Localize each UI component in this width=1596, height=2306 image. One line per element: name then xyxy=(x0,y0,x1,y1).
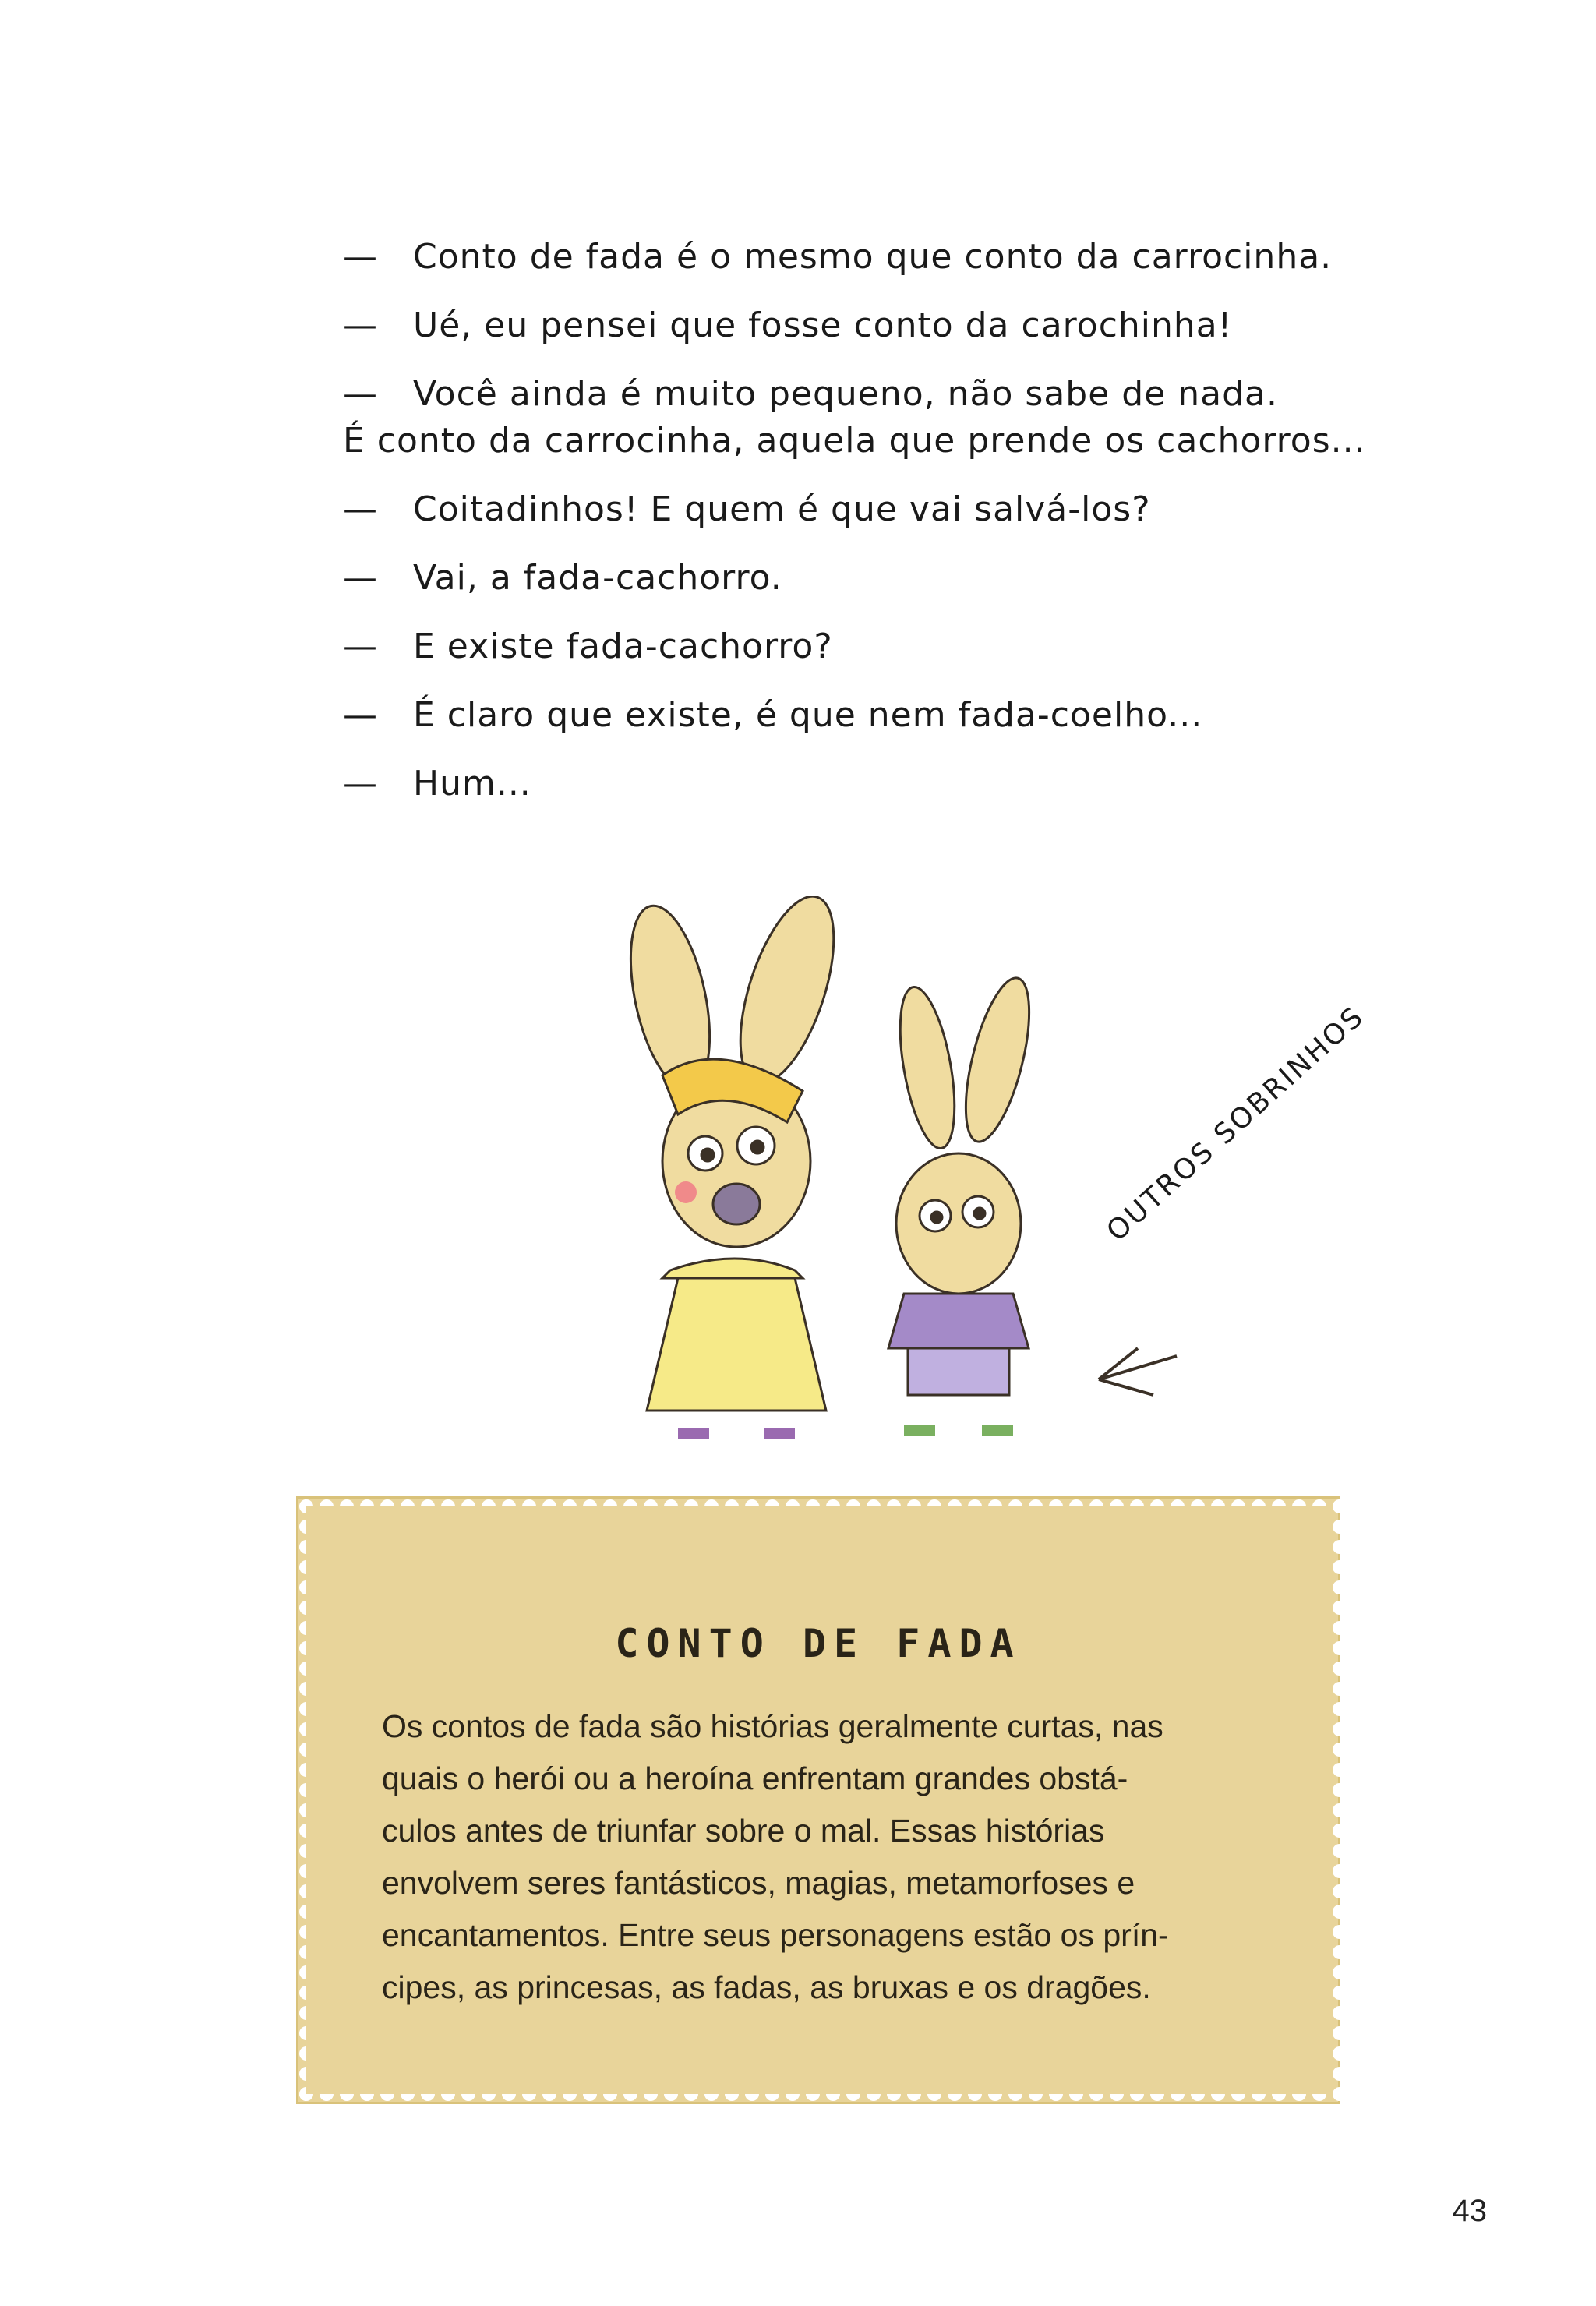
girl-rabbit xyxy=(616,896,853,1434)
dialogue-text: Hum... xyxy=(413,764,531,803)
dialogue-text: Conto de fada é o mesmo que conto da carrocinha. xyxy=(413,237,1333,277)
dialogue-line xyxy=(343,234,1356,281)
rabbits-drawing xyxy=(561,896,1418,1442)
dialogue-text: Ué, eu pensei que fosse conto da carochinha! xyxy=(413,305,1233,345)
dialogue-line xyxy=(343,623,1356,670)
info-line: encantamentos. Entre seus personagens estão os prín- xyxy=(382,1917,1169,1953)
dialogue-continuation: É conto da carrocinha, aquela que prende os cachorros... xyxy=(343,421,1366,461)
arrow-icon xyxy=(1099,1348,1177,1395)
illustration-label: OUTROS SOBRINHOS xyxy=(1100,1000,1371,1248)
info-line: envolvem seres fantásticos, magias, metamorfoses e xyxy=(382,1865,1135,1901)
info-box xyxy=(296,1496,1340,2104)
dialogue-text: Vai, a fada-cachorro. xyxy=(413,558,782,598)
dialogue-line xyxy=(343,761,1356,807)
dialogue-line xyxy=(343,302,1356,349)
dialogue-dash: — xyxy=(343,627,378,666)
info-line: culos antes de triunfar sobre o mal. Essas histórias xyxy=(382,1813,1105,1849)
info-title: CONTO DE FADA xyxy=(615,1621,1022,1666)
dialogue-text: Você ainda é muito pequeno, não sabe de nada. xyxy=(413,374,1279,414)
info-text xyxy=(382,1700,1262,2014)
dialogue xyxy=(343,234,1366,829)
dialogue-dash: — xyxy=(343,695,378,735)
dialogue-line xyxy=(343,371,1366,464)
dialogue-dash: — xyxy=(343,237,378,277)
dialogue-dash: — xyxy=(343,374,378,414)
page-number: 43 xyxy=(1452,2194,1487,2228)
dialogue-line xyxy=(343,486,1356,533)
dialogue-text: É claro que existe, é que nem fada-coelho... xyxy=(413,695,1203,735)
dialogue-dash: — xyxy=(343,764,378,803)
info-line: quais o herói ou a heroína enfrentam grandes obstá- xyxy=(382,1760,1128,1796)
rabbits-illustration xyxy=(561,896,1418,1442)
dialogue-text: Coitadinhos! E quem é que vai salvá-los? xyxy=(413,489,1151,529)
dialogue-text: E existe fada-cachorro? xyxy=(413,627,833,666)
dialogue-line xyxy=(343,555,1356,602)
dialogue-line xyxy=(343,692,1356,739)
dialogue-dash: — xyxy=(343,489,378,529)
boy-rabbit xyxy=(888,972,1042,1430)
dialogue-dash: — xyxy=(343,558,378,598)
info-line: Os contos de fada são histórias geralmente curtas, nas xyxy=(382,1708,1163,1744)
info-line: cipes, as princesas, as fadas, as bruxas e os dragões. xyxy=(382,1969,1151,2005)
dialogue-dash: — xyxy=(343,305,378,345)
